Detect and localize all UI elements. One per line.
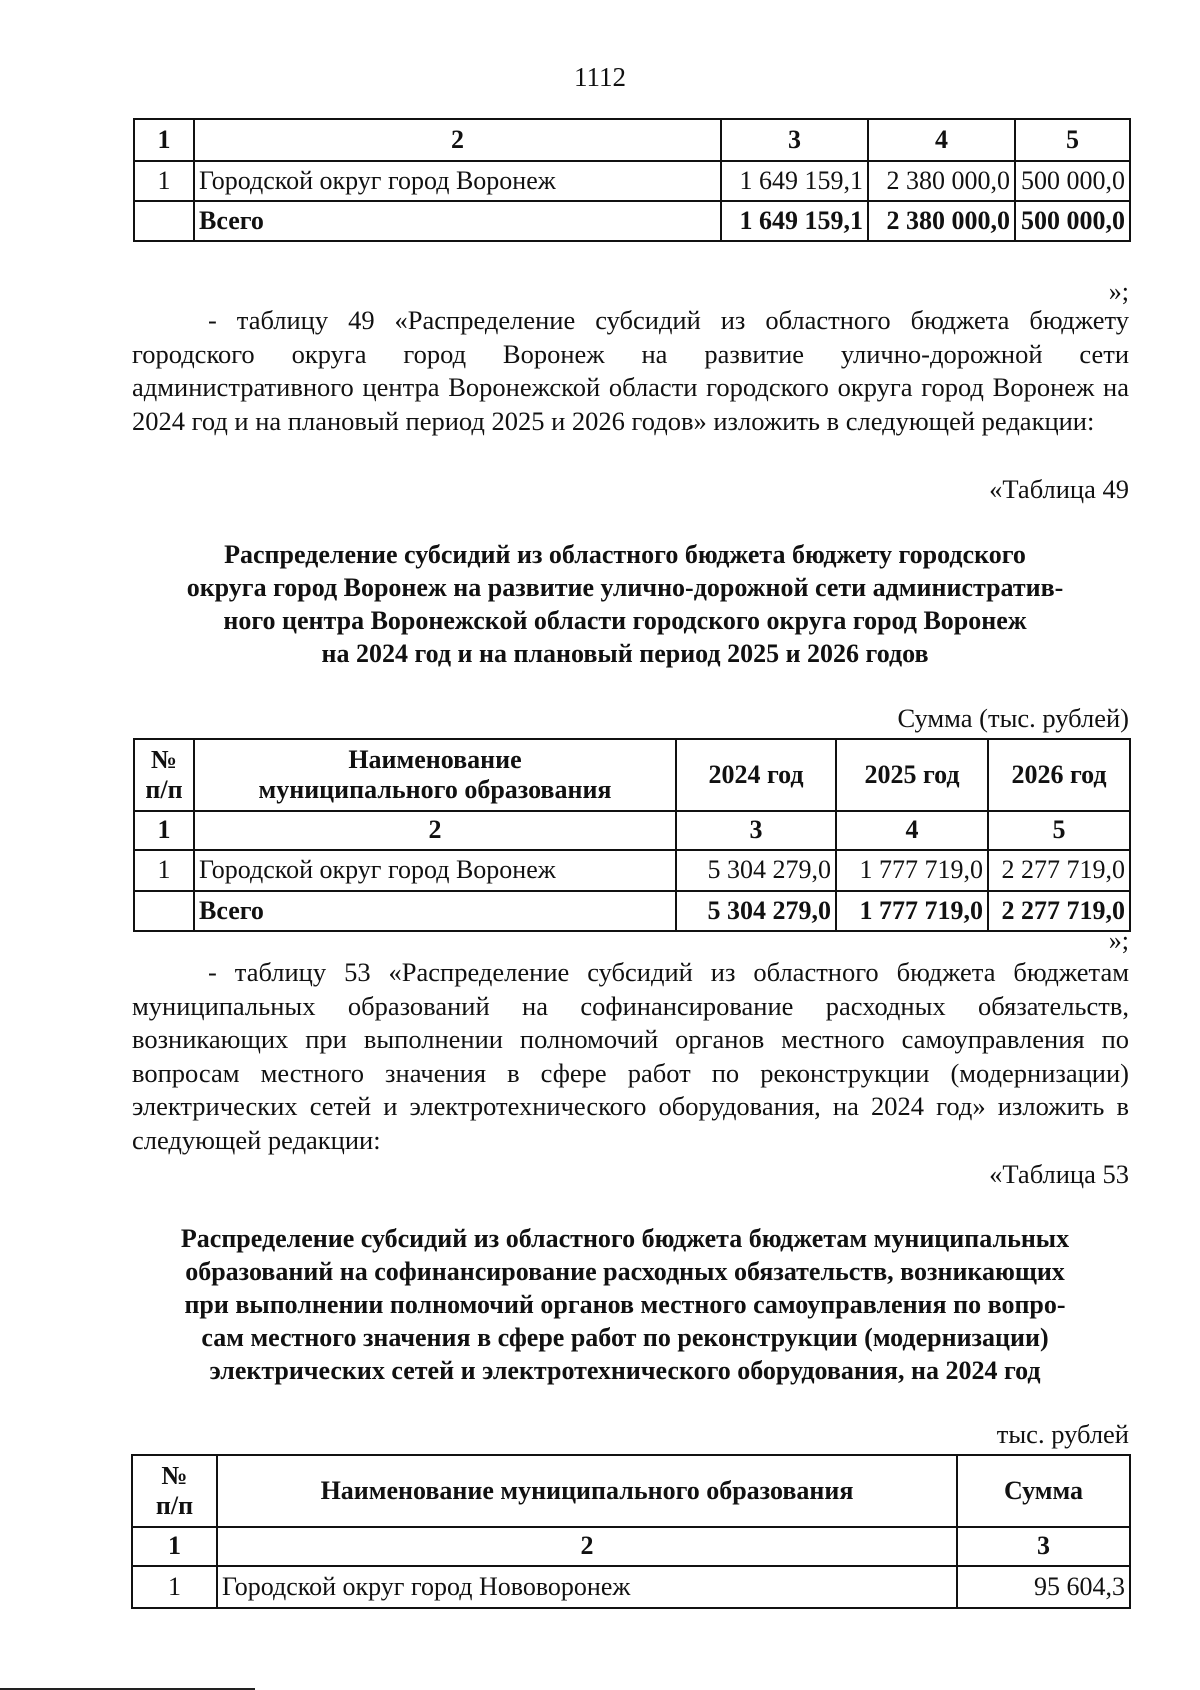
row-number: 1 (134, 850, 194, 891)
empty-cell (134, 891, 194, 931)
total-label: Всего (194, 891, 676, 931)
col-index: 4 (868, 119, 1015, 161)
col-index: 2 (194, 811, 676, 850)
col-index: 5 (988, 811, 1130, 850)
total-value: 500 000,0 (1015, 201, 1130, 241)
total-label: Всего (194, 201, 721, 241)
table-header-row (134, 119, 1130, 161)
unit-label: тыс. рублей (996, 1419, 1129, 1449)
title-line: при выполнении полномочий органов местного самоуправления по вопро- (184, 1290, 1066, 1319)
empty-cell (134, 201, 194, 241)
value-cell: 500 000,0 (1015, 161, 1130, 201)
value-cell: 1 777 719,0 (836, 850, 988, 891)
value-cell: 95 604,3 (957, 1566, 1130, 1608)
title-line: сам местного значения в сфере работ по реконструкции (модернизации) (201, 1323, 1049, 1352)
header-text: № (161, 1461, 188, 1491)
table-label: «Таблица 53 (989, 1159, 1129, 1189)
header-year: 2026 год (988, 739, 1130, 811)
header-name: Наименование муниципального образования (217, 1455, 957, 1527)
total-row (134, 891, 1130, 931)
table-row (134, 850, 1130, 891)
title-line: на 2024 год и на плановый период 2025 и 2026 годов (321, 639, 929, 668)
col-index: 1 (132, 1527, 217, 1566)
table-label: «Таблица 49 (989, 474, 1129, 504)
closing-quote: »; (1108, 277, 1129, 306)
header-sum: Сумма (957, 1455, 1130, 1527)
header-number (134, 739, 194, 811)
index-row (132, 1527, 1130, 1566)
value-cell: 2 277 719,0 (988, 850, 1130, 891)
table-prev (133, 118, 1131, 242)
municipality-name: Городской округ город Нововоронеж (217, 1566, 957, 1608)
total-value: 1 777 719,0 (836, 891, 988, 931)
title-line: ного центра Воронежской области городского округа город Воронеж (223, 606, 1027, 635)
table-title (120, 538, 1130, 670)
col-index: 2 (217, 1527, 957, 1566)
header-year: 2024 год (676, 739, 836, 811)
paragraph-text: - таблицу 49 «Распределение субсидий из областного бюджета бюджету городского округа город Воронеж на развитие улично-дорожной сети административного центра Воронежской области городского округа город Воронеж на 2024 год и на плановый период 2025 и 2026 годов» изложить в следующей редакции: (132, 305, 1129, 436)
paragraph-text: - таблицу 53 «Распределение субсидий из областного бюджета бюджетам муниципальных образований на софинансирование расходных обязательств, возникающих при выполнении полномочий органов местного самоуправления по вопросам местного значения в сфере работ по реконструкции (модернизации) электрических сетей и электротехнического оборудования, на 2024 год» изложить в следующей редакции: (132, 957, 1129, 1155)
table-49 (133, 738, 1131, 932)
value-cell: 1 649 159,1 (721, 161, 868, 201)
total-value: 5 304 279,0 (676, 891, 836, 931)
total-row (134, 201, 1130, 241)
paragraph-table49-intro (132, 304, 1129, 438)
title-line: образований на софинансирование расходных обязательств, возникающих (185, 1257, 1065, 1286)
title-line: Распределение субсидий из областного бюджета бюджетам муниципальных (180, 1224, 1070, 1253)
municipality-name: Городской округ город Воронеж (194, 850, 676, 891)
table-row (132, 1566, 1130, 1608)
header-text: Наименование (348, 745, 522, 775)
header-number (132, 1455, 217, 1527)
row-number: 1 (134, 161, 194, 201)
title-line: округа город Воронеж на развитие улично-дорожной сети административ- (186, 573, 1064, 602)
index-row (134, 811, 1130, 850)
header-text: п/п (155, 1491, 194, 1520)
col-index: 2 (194, 119, 721, 161)
col-index: 3 (721, 119, 868, 161)
col-index: 3 (676, 811, 836, 850)
col-index: 5 (1015, 119, 1130, 161)
unit-label: Сумма (тыс. рублей) (897, 703, 1129, 733)
table-title (120, 1222, 1130, 1387)
total-value: 2 277 719,0 (988, 891, 1130, 931)
table-header-row (132, 1455, 1130, 1527)
value-cell: 5 304 279,0 (676, 850, 836, 891)
header-text: п/п (145, 775, 183, 804)
table-row (134, 161, 1130, 201)
header-text: № (150, 745, 178, 775)
header-name (194, 739, 676, 811)
col-index: 4 (836, 811, 988, 850)
col-index: 1 (134, 119, 194, 161)
row-number: 1 (132, 1566, 217, 1608)
municipality-name: Городской округ город Воронеж (194, 161, 721, 201)
table-header-row (134, 739, 1130, 811)
title-line: электрических сетей и электротехнического оборудования, на 2024 год (209, 1356, 1041, 1385)
title-line: Распределение субсидий из областного бюджета бюджету городского (224, 540, 1026, 569)
total-value: 1 649 159,1 (721, 201, 868, 241)
value-cell: 2 380 000,0 (868, 161, 1015, 201)
total-value: 2 380 000,0 (868, 201, 1015, 241)
table-53 (131, 1454, 1131, 1609)
header-text: муниципального образования (258, 775, 612, 804)
header-year: 2025 год (836, 739, 988, 811)
page-number: 1112 (574, 62, 626, 92)
paragraph-table53-intro (132, 956, 1129, 1157)
col-index: 3 (957, 1527, 1130, 1566)
closing-quote: »; (1108, 926, 1129, 955)
col-index: 1 (134, 811, 194, 850)
